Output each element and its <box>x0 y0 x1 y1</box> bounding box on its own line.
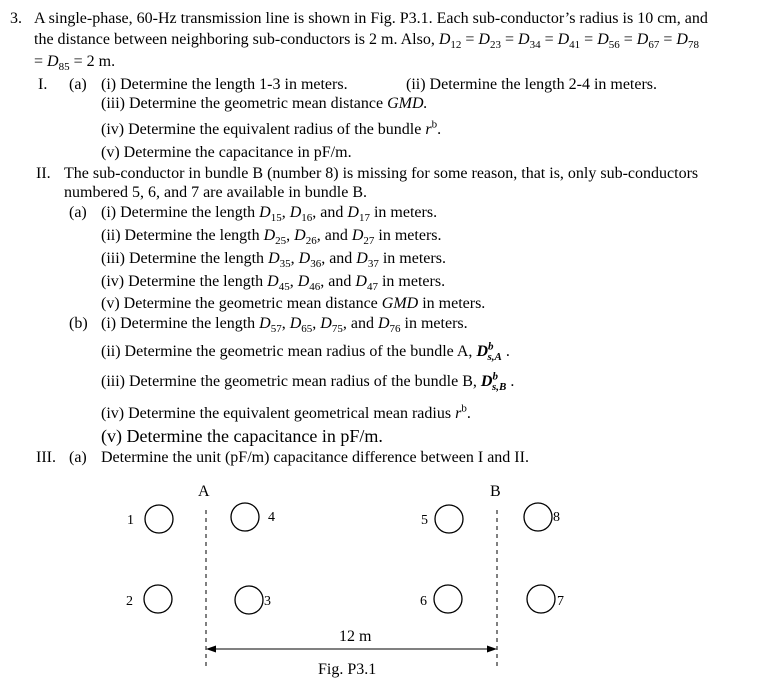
part2-a-v-units: in meters. <box>422 295 486 312</box>
conductor-label-7: 7 <box>557 594 564 609</box>
part2-a-iii: (iii) Determine the length $D_{35}$, $D_{36}$, and $D_{37}$ in meters. <box>101 250 446 271</box>
conductor-2 <box>144 585 172 613</box>
part3-a-text: Determine the unit (pF/m) capacitance difference between I and II. <box>101 449 529 466</box>
part2-b-v: (v) Determine the capacitance in pF/m. <box>101 426 383 446</box>
part2-a-i-text: (i) Determine the length <box>101 204 256 221</box>
problem-number: 3. <box>10 10 22 27</box>
conductor-7 <box>527 585 555 613</box>
part2-a-iv-and: and <box>328 273 352 290</box>
part2-b-i-text: (i) Determine the length <box>101 315 256 332</box>
part2-a-ii-text: (ii) Determine the length <box>101 227 260 244</box>
part2-a-i: (i) Determine the length $D_{15}$, $D_{16}$, and $D_{17}$ in meters. <box>101 204 438 225</box>
dimension-arrow-right <box>487 646 497 653</box>
part2-b-iv-text: (iv) Determine the equivalent geometrical mean radius <box>101 405 452 422</box>
part1-a-label: (a) <box>69 76 87 93</box>
conductor-4 <box>231 503 259 531</box>
intro-line-3-text: = 2 m. <box>73 53 116 70</box>
part1-a-v: (v) Determine the capacitance in pF/m. <box>101 144 352 161</box>
d-sub-78: 78 <box>687 39 699 52</box>
part2-a-iii-units: in meters. <box>382 250 446 267</box>
figure-caption: Fig. P3.1 <box>318 661 377 678</box>
part2-a-iii-text: (iii) Determine the length <box>101 250 265 267</box>
conductor-label-1: 1 <box>127 513 134 528</box>
d-sub-67: 67 <box>648 39 660 52</box>
part2-a-ii-and: and <box>324 227 348 244</box>
conductor-6 <box>434 585 462 613</box>
part2-b-i-and: and <box>350 315 374 332</box>
part2-b-iv: (iv) Determine the equivalent geometrical mean radius $r^b$. <box>101 402 471 422</box>
part2-b-ii: (ii) Determine the geometric mean radius of the bundle A, $D^b_{s,A}$ . <box>101 340 510 364</box>
conductor-label-6: 6 <box>420 594 427 609</box>
conductor-5 <box>435 505 463 533</box>
intro-line-2: the distance between neighboring sub-conductors is 2 m. Also, $D_{12} = D_{23} = D_{34} = D_{41} = D_{56} = D_{67} = D_{78}$ <box>34 31 699 52</box>
d-sub-34: 34 <box>529 39 541 52</box>
part1-a-iv-text: (iv) Determine the equivalent radius of the bundle <box>101 121 422 138</box>
intro-line-1: A single-phase, 60-Hz transmission line is shown in Fig. P3.1. Each sub-conductor’s radius is 10 cm, and <box>34 10 708 27</box>
conductor-label-2: 2 <box>126 594 133 609</box>
conductor-1 <box>145 505 173 533</box>
part2-text-line1: The sub-conductor in bundle B (number 8) is missing for some reason, that is, only sub-conductors <box>64 165 699 182</box>
part2-a-v-text: (v) Determine the geometric mean distance <box>101 295 378 312</box>
conductor-label-5: 5 <box>421 513 428 528</box>
part1-a-iv: (iv) Determine the equivalent radius of the bundle $r^b$. <box>101 118 442 138</box>
dimension-arrow-left <box>206 646 216 653</box>
part2-a-v-gmd: GMD <box>381 295 419 312</box>
part1-a-i: (i) Determine the length 1-3 in meters. <box>101 76 348 93</box>
part2-a-i-and: and <box>320 204 344 221</box>
d-sub-56: 56 <box>608 39 620 52</box>
bundle-a-label: A <box>198 483 210 500</box>
part2-b-i-units: in meters. <box>404 315 468 332</box>
part3-a-label: (a) <box>69 449 87 466</box>
d-sub-85: 85 <box>58 61 70 74</box>
bundle-b-label: B <box>490 483 501 500</box>
d-sub-41: 41 <box>569 39 581 52</box>
part2-a-iv-units: in meters. <box>381 273 446 290</box>
part2-a-i-units: in meters. <box>373 204 438 221</box>
conductor-8 <box>524 503 552 531</box>
part2-roman: II. <box>36 165 51 182</box>
conductor-label-3: 3 <box>264 594 271 609</box>
part2-b-i: (i) Determine the length $D_{57}$, $D_{65}$, $D_{75}$, and $D_{76}$ in meters. <box>101 315 468 336</box>
part2-a-iii-and: and <box>329 250 353 267</box>
part2-text-line2: numbered 5, 6, and 7 are available in bundle B. <box>64 184 368 201</box>
part2-b-label: (b) <box>69 315 88 332</box>
conductor-label-8: 8 <box>553 510 560 525</box>
part1-a-iii-text: (iii) Determine the geometric mean distance <box>101 95 384 112</box>
part2-b-ii-text: (ii) Determine the geometric mean radius of the bundle A, <box>101 343 473 360</box>
part1-a-ii: (ii) Determine the length 2-4 in meters. <box>406 76 658 93</box>
distance-label: 12 m <box>339 628 372 645</box>
intro-line-3: = $D_{85} = 2$ m. <box>34 53 116 74</box>
part2-a-label: (a) <box>69 204 87 221</box>
part2-a-ii: (ii) Determine the length $D_{25}$, $D_{26}$, and $D_{27}$ in meters. <box>101 227 442 248</box>
part2-a-iv: (iv) Determine the length $D_{45}$, $D_{46}$, and $D_{47}$ in meters. <box>101 273 446 294</box>
part2-b-iii-text: (iii) Determine the geometric mean radius of the bundle B, <box>101 373 477 390</box>
part2-b-iii: (iii) Determine the geometric mean radius of the bundle B, $D^b_{s,B}$ . <box>101 370 515 394</box>
part2-a-iv-text: (iv) Determine the length <box>101 273 264 290</box>
d-sub-12: 12 <box>450 39 462 52</box>
conductor-3 <box>235 586 263 614</box>
intro-line-2-text: the distance between neighboring sub-conductors is 2 m. Also, <box>34 31 435 48</box>
part1-a-iii-gmd: GMD. <box>387 95 428 112</box>
part2-a-ii-units: in meters. <box>378 227 442 244</box>
part1-roman: I. <box>38 76 48 93</box>
part3-roman: III. <box>36 449 56 466</box>
conductor-label-4: 4 <box>268 510 275 525</box>
d-sub-23: 23 <box>489 39 501 52</box>
